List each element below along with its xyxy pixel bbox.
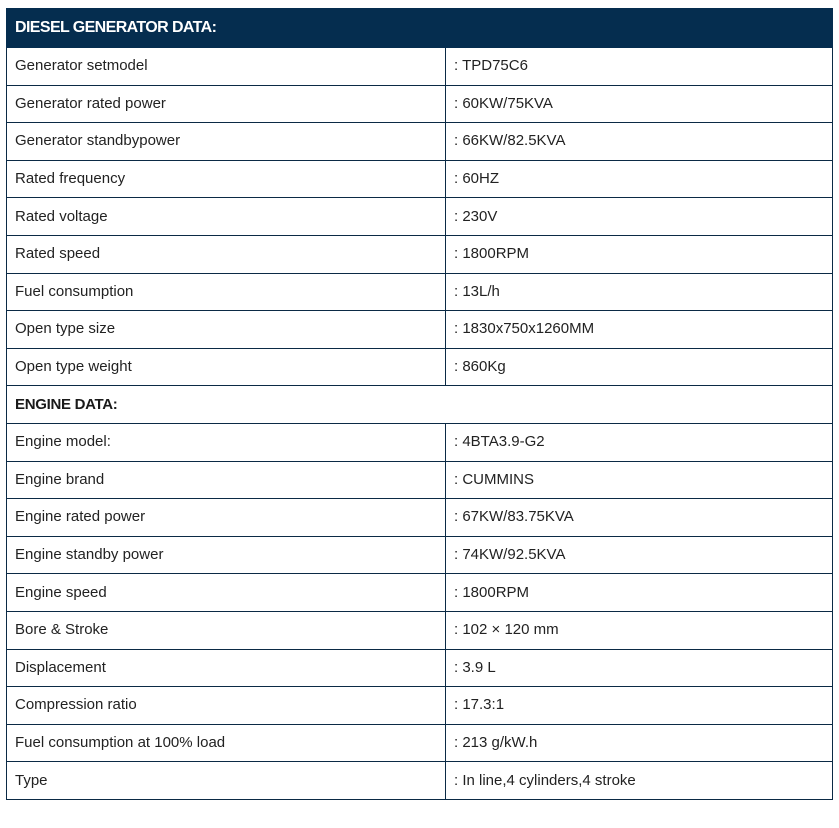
table-row bbox=[7, 311, 833, 349]
row-value: : 102 × 120 mm bbox=[446, 611, 833, 649]
table-row bbox=[7, 499, 833, 537]
row-value: : 3.9 L bbox=[446, 649, 833, 687]
row-label: Engine speed bbox=[7, 574, 446, 612]
row-value: : 4BTA3.9-G2 bbox=[446, 423, 833, 461]
row-label: Rated frequency bbox=[7, 160, 446, 198]
row-label: Displacement bbox=[7, 649, 446, 687]
table-row bbox=[7, 724, 833, 762]
row-value: : 860Kg bbox=[446, 348, 833, 386]
row-label: Engine model: bbox=[7, 423, 446, 461]
row-value: : In line,4 cylinders,4 stroke bbox=[446, 762, 833, 800]
table-row bbox=[7, 123, 833, 161]
diesel-generator-data-header-row bbox=[7, 9, 833, 48]
table-row bbox=[7, 85, 833, 123]
row-label: Fuel consumption bbox=[7, 273, 446, 311]
row-label: Open type size bbox=[7, 311, 446, 349]
row-value: : 67KW/83.75KVA bbox=[446, 499, 833, 537]
table-row bbox=[7, 536, 833, 574]
table-row bbox=[7, 423, 833, 461]
row-value: : 13L/h bbox=[446, 273, 833, 311]
table-row bbox=[7, 273, 833, 311]
engine-data-title: ENGINE DATA: bbox=[7, 386, 833, 424]
table-row bbox=[7, 687, 833, 725]
table-row bbox=[7, 649, 833, 687]
table-row bbox=[7, 574, 833, 612]
row-label: Bore & Stroke bbox=[7, 611, 446, 649]
table-row bbox=[7, 348, 833, 386]
row-label: Engine standby power bbox=[7, 536, 446, 574]
table-row bbox=[7, 461, 833, 499]
row-label: Compression ratio bbox=[7, 687, 446, 725]
table-row bbox=[7, 48, 833, 86]
row-label: Type bbox=[7, 762, 446, 800]
row-value: : 60KW/75KVA bbox=[446, 85, 833, 123]
row-label: Open type weight bbox=[7, 348, 446, 386]
row-value: : 17.3:1 bbox=[446, 687, 833, 725]
row-value: : 1830x750x1260MM bbox=[446, 311, 833, 349]
row-label: Generator setmodel bbox=[7, 48, 446, 86]
row-value: : 1800RPM bbox=[446, 574, 833, 612]
row-value: : TPD75C6 bbox=[446, 48, 833, 86]
row-value: : CUMMINS bbox=[446, 461, 833, 499]
row-value: : 60HZ bbox=[446, 160, 833, 198]
row-label: Rated voltage bbox=[7, 198, 446, 236]
row-value: : 1800RPM bbox=[446, 235, 833, 273]
engine-data-header-row bbox=[7, 386, 833, 424]
row-label: Engine rated power bbox=[7, 499, 446, 537]
table-row bbox=[7, 611, 833, 649]
row-value: : 230V bbox=[446, 198, 833, 236]
row-label: Rated speed bbox=[7, 235, 446, 273]
table-row bbox=[7, 198, 833, 236]
row-label: Generator standbypower bbox=[7, 123, 446, 161]
spec-table bbox=[6, 8, 833, 800]
row-value: : 213 g/kW.h bbox=[446, 724, 833, 762]
row-label: Generator rated power bbox=[7, 85, 446, 123]
table-row bbox=[7, 235, 833, 273]
row-label: Engine brand bbox=[7, 461, 446, 499]
diesel-generator-data-title: DIESEL GENERATOR DATA: bbox=[7, 9, 833, 48]
table-row bbox=[7, 762, 833, 800]
row-value: : 74KW/92.5KVA bbox=[446, 536, 833, 574]
row-value: : 66KW/82.5KVA bbox=[446, 123, 833, 161]
row-label: Fuel consumption at 100% load bbox=[7, 724, 446, 762]
table-row bbox=[7, 160, 833, 198]
